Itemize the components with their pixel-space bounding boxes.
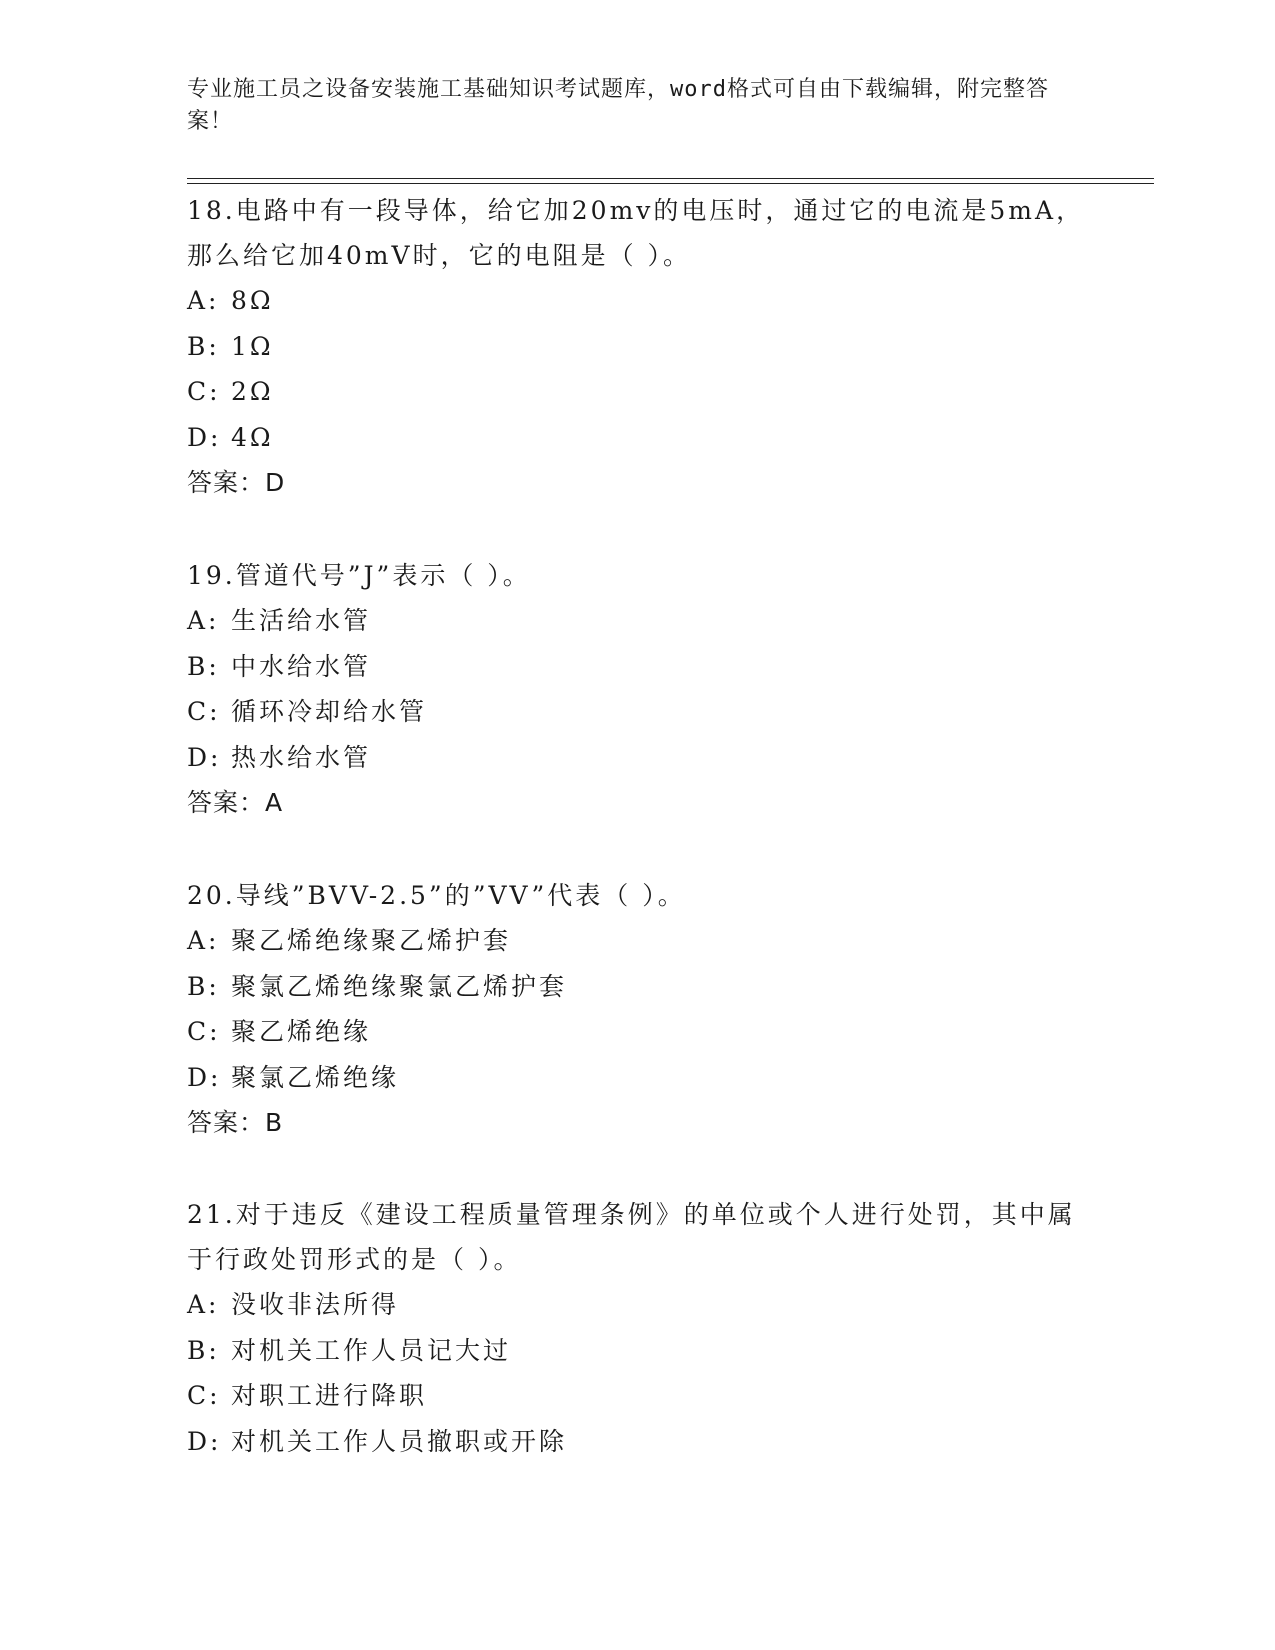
answer-line: 答案：B xyxy=(187,1108,284,1137)
option-text: 聚乙烯绝缘聚乙烯护套 xyxy=(231,926,512,955)
option-c xyxy=(187,1009,1087,1055)
option-text: 热水给水管 xyxy=(231,742,372,772)
option-letter: B: xyxy=(187,651,220,681)
option-text: 对职工进行降职 xyxy=(231,1381,428,1410)
question-21 xyxy=(187,1192,1087,1464)
option-text: 2Ω xyxy=(231,377,274,406)
option-letter: D: xyxy=(187,742,222,772)
option-c xyxy=(187,369,1087,415)
option-d xyxy=(187,1055,1087,1101)
option-letter: B: xyxy=(187,331,220,361)
option-text: 4Ω xyxy=(231,422,274,452)
option-d xyxy=(187,735,1087,781)
question-18 xyxy=(187,188,1087,506)
option-letter: A: xyxy=(187,926,220,955)
question-19 xyxy=(187,553,1087,826)
option-text: 循环冷却给水管 xyxy=(231,697,428,726)
option-letter: D: xyxy=(187,1062,222,1092)
option-letter: A: xyxy=(187,1290,220,1319)
option-letter: C: xyxy=(187,377,221,406)
option-letter: C: xyxy=(187,1381,221,1410)
option-text: 生活给水管 xyxy=(231,606,372,635)
option-letter: A: xyxy=(187,286,220,315)
option-letter: A: xyxy=(187,606,220,635)
option-letter: C: xyxy=(187,697,221,726)
option-text: 对机关工作人员撤职或开除 xyxy=(231,1426,568,1456)
option-d xyxy=(187,1419,1087,1465)
option-text: 聚氯乙烯绝缘聚氯乙烯护套 xyxy=(231,971,568,1001)
option-b xyxy=(187,644,1087,690)
option-letter: C: xyxy=(187,1017,221,1046)
document-intro: 专业施工员之设备安装施工基础知识考试题库，word格式可自由下载编辑，附完整答案！ xyxy=(187,77,1049,134)
option-letter: B: xyxy=(187,971,220,1001)
option-text: 8Ω xyxy=(231,286,274,315)
option-b xyxy=(187,324,1087,370)
question-stem: 19.管道代号”J”表示（ ）。 xyxy=(187,561,531,590)
option-text: 中水给水管 xyxy=(231,651,372,681)
option-text: 对机关工作人员记大过 xyxy=(231,1335,512,1365)
option-text: 1Ω xyxy=(231,331,274,361)
option-c xyxy=(187,689,1087,735)
header-divider-bottom xyxy=(187,183,1154,184)
question-stem: 18.电路中有一段导体，给它加20mv的电压时，通过它的电流是5mA，那么给它加40mV时，它的电阻是（ ）。 xyxy=(187,196,1085,270)
question-stem: 20.导线”BVV-2.5”的”VV”代表（ ）。 xyxy=(187,881,686,910)
answer-line: 答案：A xyxy=(187,788,284,817)
option-b xyxy=(187,964,1087,1010)
option-text: 聚氯乙烯绝缘 xyxy=(231,1062,400,1092)
option-a xyxy=(187,918,1087,964)
option-letter: D: xyxy=(187,422,222,452)
header-divider-top xyxy=(187,178,1154,179)
option-c xyxy=(187,1373,1087,1419)
option-a xyxy=(187,598,1087,644)
answer-line: 答案：D xyxy=(187,468,286,497)
option-text: 聚乙烯绝缘 xyxy=(231,1017,372,1046)
option-text: 没收非法所得 xyxy=(231,1290,400,1319)
option-d xyxy=(187,415,1087,461)
question-20 xyxy=(187,873,1087,1146)
option-a xyxy=(187,278,1087,324)
option-letter: B: xyxy=(187,1335,220,1365)
option-b xyxy=(187,1328,1087,1374)
option-a xyxy=(187,1282,1087,1328)
option-letter: D: xyxy=(187,1426,222,1456)
question-stem: 21.对于违反《建设工程质量管理条例》的单位或个人进行处罚，其中属于行政处罚形式的是（ ）。 xyxy=(187,1200,1076,1274)
